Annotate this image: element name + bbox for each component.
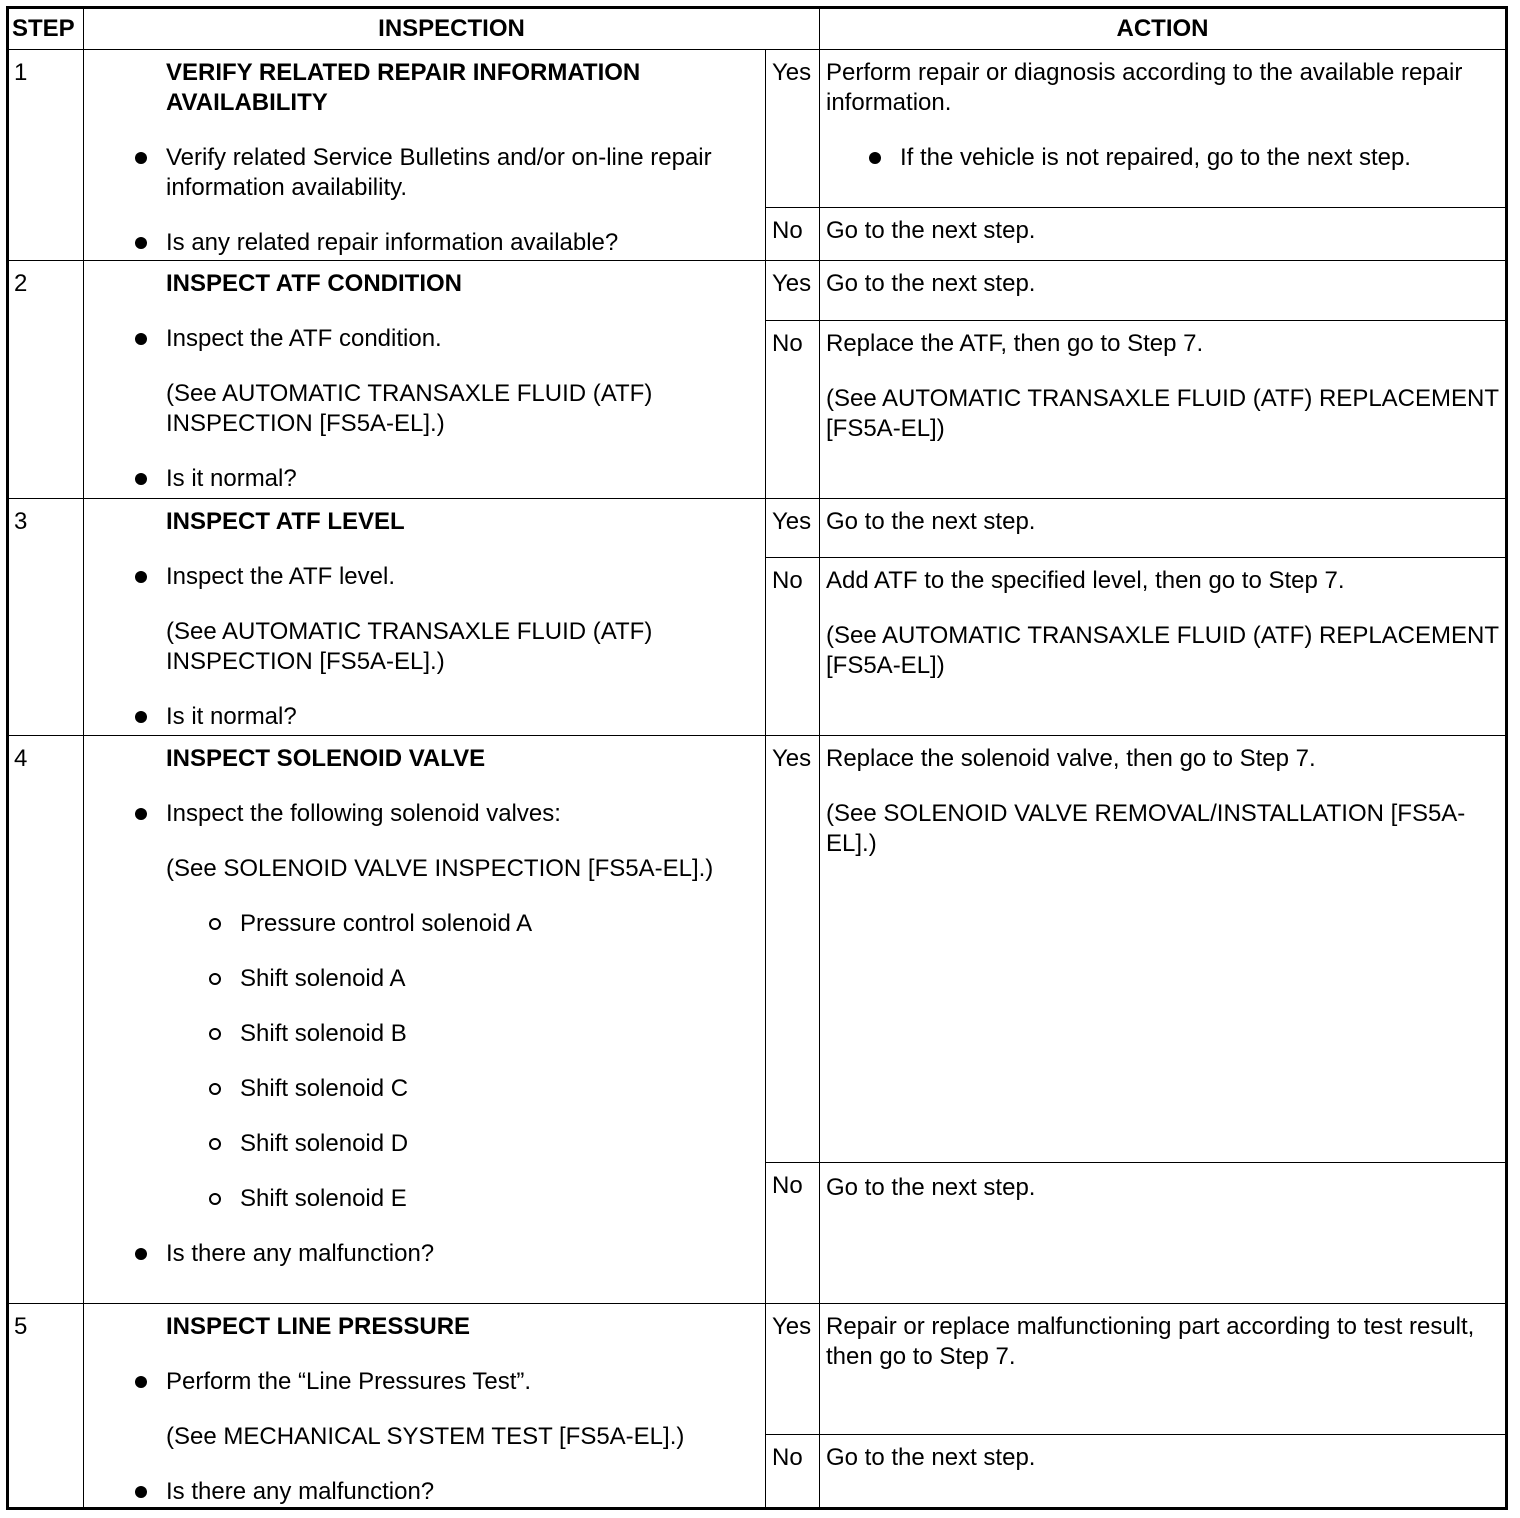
step-2-yes-row bbox=[8, 261, 1507, 321]
step-3-no-action bbox=[820, 558, 1507, 736]
action-text: Go to the next step. bbox=[820, 1163, 1507, 1304]
inspection-question: Is there any malfunction? bbox=[166, 1477, 759, 1507]
step-3-inspection bbox=[84, 499, 766, 736]
action-text: Replace the ATF, then go to Step 7. bbox=[826, 330, 1204, 357]
step-5-inspection bbox=[84, 1304, 766, 1509]
reference-text: (See AUTOMATIC TRANSAXLE FLUID (ATF) REPLACEMENT [FS5A-EL]) bbox=[826, 622, 1499, 679]
step-title: VERIFY RELATED REPAIR INFORMATION AVAILABILITY bbox=[166, 59, 641, 116]
header-step: STEP bbox=[8, 8, 84, 50]
step-1-yes-row bbox=[8, 50, 1507, 208]
diagnostic-procedure-table bbox=[6, 6, 1508, 1510]
step-number: 1 bbox=[8, 50, 84, 261]
action-text: Add ATF to the specified level, then go to Step 7. bbox=[826, 567, 1345, 594]
action-text: Go to the next step. bbox=[820, 208, 1507, 261]
inspection-question: Is it normal? bbox=[166, 464, 759, 494]
reference-text: (See AUTOMATIC TRANSAXLE FLUID (ATF) INSPECTION [FS5A-EL].) bbox=[166, 380, 653, 437]
action-text: Go to the next step. bbox=[820, 499, 1507, 558]
action-text: Replace the solenoid valve, then go to Step 7. bbox=[826, 745, 1316, 772]
action-text: Repair or replace malfunctioning part according to test result, then go to Step 7. bbox=[820, 1304, 1507, 1435]
step-title: INSPECT ATF LEVEL bbox=[166, 508, 405, 535]
action-text: Go to the next step. bbox=[820, 261, 1507, 321]
header-inspection: INSPECTION bbox=[84, 8, 820, 50]
header-action: ACTION bbox=[820, 8, 1507, 50]
solenoid-list-item: Pressure control solenoid A bbox=[240, 909, 759, 939]
inspection-bullet: Inspect the ATF level. bbox=[166, 562, 759, 592]
no-label: No bbox=[766, 1435, 820, 1509]
step-number: 4 bbox=[8, 736, 84, 1304]
action-text: Perform repair or diagnosis according to the available repair information. bbox=[826, 59, 1463, 116]
no-label: No bbox=[766, 208, 820, 261]
solenoid-list-item: Shift solenoid A bbox=[240, 964, 759, 994]
yes-label: Yes bbox=[766, 499, 820, 558]
reference-text: (See MECHANICAL SYSTEM TEST [FS5A-EL].) bbox=[166, 1423, 685, 1450]
reference-text: (See SOLENOID VALVE REMOVAL/INSTALLATION [FS5A-EL].) bbox=[826, 800, 1466, 857]
reference-text: (See AUTOMATIC TRANSAXLE FLUID (ATF) REPLACEMENT [FS5A-EL]) bbox=[826, 385, 1499, 442]
inspection-bullet: Perform the “Line Pressures Test”. bbox=[166, 1367, 759, 1397]
reference-text: (See AUTOMATIC TRANSAXLE FLUID (ATF) INSPECTION [FS5A-EL].) bbox=[166, 618, 653, 675]
inspection-question: Is any related repair information available? bbox=[166, 228, 759, 258]
reference-text: (See SOLENOID VALVE INSPECTION [FS5A-EL].) bbox=[166, 855, 714, 882]
header-row bbox=[8, 8, 1507, 50]
yes-label: Yes bbox=[766, 736, 820, 1163]
inspection-bullet: Inspect the following solenoid valves: bbox=[166, 799, 759, 829]
no-label: No bbox=[766, 321, 820, 499]
solenoid-list-item: Shift solenoid D bbox=[240, 1129, 759, 1159]
no-label: No bbox=[766, 558, 820, 736]
inspection-question: Is there any malfunction? bbox=[166, 1239, 759, 1269]
step-title: INSPECT LINE PRESSURE bbox=[166, 1313, 471, 1340]
step-number: 3 bbox=[8, 499, 84, 736]
step-title: INSPECT SOLENOID VALVE bbox=[166, 745, 486, 772]
no-label: No bbox=[766, 1163, 820, 1304]
step-2-inspection bbox=[84, 261, 766, 499]
step-number: 2 bbox=[8, 261, 84, 499]
yes-label: Yes bbox=[766, 50, 820, 208]
solenoid-list-item: Shift solenoid B bbox=[240, 1019, 759, 1049]
action-text: Go to the next step. bbox=[820, 1435, 1507, 1509]
step-number: 5 bbox=[8, 1304, 84, 1509]
step-1-inspection bbox=[84, 50, 766, 261]
solenoid-list-item: Shift solenoid E bbox=[240, 1184, 759, 1214]
action-bullet: If the vehicle is not repaired, go to the next step. bbox=[900, 143, 1499, 173]
step-2-no-action bbox=[820, 321, 1507, 499]
yes-label: Yes bbox=[766, 261, 820, 321]
inspection-question: Is it normal? bbox=[166, 702, 759, 732]
step-4-yes-row bbox=[8, 736, 1507, 1163]
step-4-inspection bbox=[84, 736, 766, 1304]
step-3-yes-row bbox=[8, 499, 1507, 558]
step-5-yes-row bbox=[8, 1304, 1507, 1435]
step-1-yes-action bbox=[820, 50, 1507, 208]
step-title: INSPECT ATF CONDITION bbox=[166, 270, 462, 297]
inspection-bullet: Verify related Service Bulletins and/or on-line repair information availability. bbox=[166, 143, 759, 203]
step-4-yes-action bbox=[820, 736, 1507, 1163]
solenoid-list-item: Shift solenoid C bbox=[240, 1074, 759, 1104]
inspection-bullet: Inspect the ATF condition. bbox=[166, 324, 759, 354]
yes-label: Yes bbox=[766, 1304, 820, 1435]
